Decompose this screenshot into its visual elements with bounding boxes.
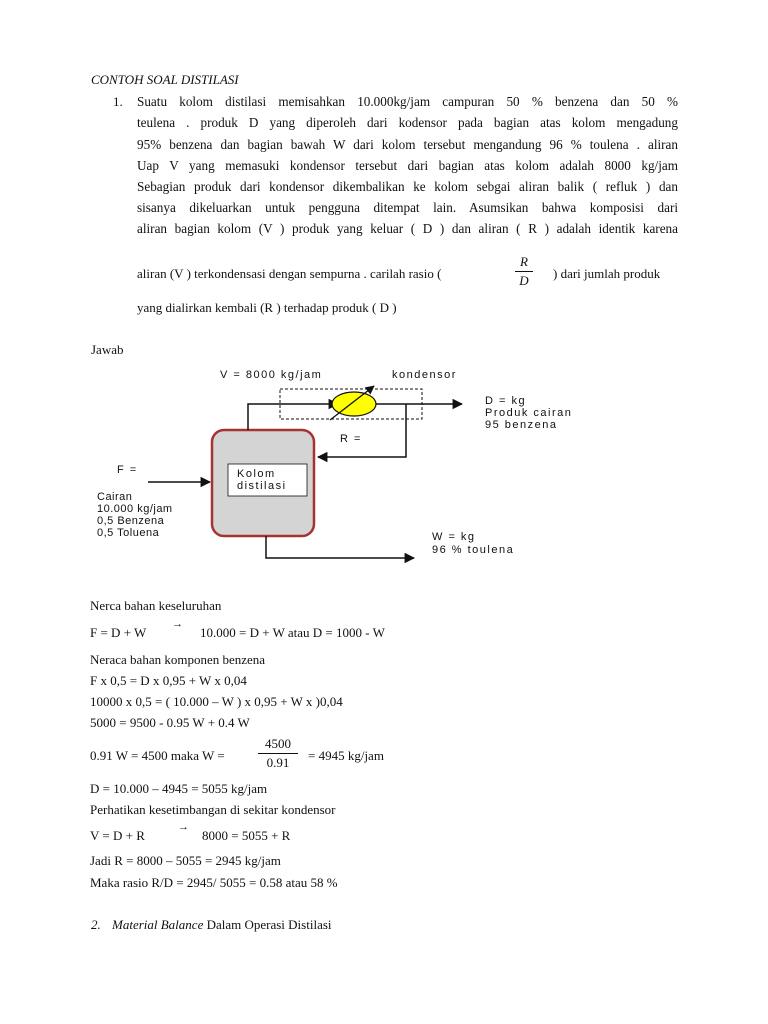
feed-label: F = [117, 464, 138, 476]
distillation-diagram [0, 360, 768, 600]
feed-toluene: 0,5 Toluena [97, 527, 160, 539]
column-label: Kolom [237, 468, 276, 480]
fraction-bar [258, 753, 298, 754]
question-line: 95% benzena dan bagian bawah W dari kolom tersebut mengandung 96 % toulena . aliran [137, 137, 678, 152]
ratio-fraction [515, 254, 533, 289]
equation-line: D = 10.000 – 4945 = 5055 kg/jam [90, 781, 268, 796]
bottoms-line [266, 536, 414, 558]
question-line: Sebagian produk dari kondensor dikembalikan ke kolom sebgai aliran balik ( refluk ) dan [137, 179, 678, 194]
ratio-denominator: D [519, 273, 529, 288]
equation-line: 0.91 W = 4500 maka W = [90, 748, 225, 763]
condenser [332, 392, 376, 416]
ratio-numerator: R [520, 254, 528, 269]
feed-desc: Cairan [97, 491, 133, 503]
equation-line: 5000 = 9500 - 0.95 W + 0.4 W [90, 715, 250, 730]
condenser-balance-result: 8000 = 5055 + R [202, 828, 291, 843]
w-result: = 4945 kg/jam [308, 748, 384, 763]
vapor-flow-label: V = 8000 kg/jam [220, 369, 323, 381]
overall-balance-result: 10.000 = D + W atau D = 1000 - W [200, 625, 385, 640]
implies-arrow-icon: → [172, 618, 183, 630]
question-number: 1. [113, 94, 123, 109]
ratio-result: Maka rasio R/D = 2945/ 5055 = 0.58 atau 58 % [90, 875, 338, 890]
overall-balance-title: Nerca bahan keseluruhan [90, 598, 222, 613]
column-label: distilasi [237, 480, 287, 492]
condenser-label: kondensor [392, 369, 457, 381]
section-number: 2. [91, 917, 101, 932]
question-line: teulena . produk D yang diperoleh dari kodensor pada bagian atas kolom mengadung [137, 115, 678, 130]
section-title [112, 917, 332, 933]
w-denominator: 0.91 [266, 755, 290, 770]
distillate-label: D = kg [485, 395, 527, 407]
answer-label: Jawab [91, 342, 124, 357]
feed-benzene: 0,5 Benzena [97, 515, 165, 527]
question-line: Suatu kolom distilasi memisahkan 10.000kg/jam campuran 50 % benzena dan 50 % [137, 94, 678, 109]
feed-rate: 10.000 kg/jam [97, 503, 173, 515]
vapor-line [248, 404, 338, 430]
overall-balance-eq: F = D + W [90, 625, 147, 640]
page-heading: CONTOH SOAL DISTILASI [91, 72, 239, 87]
reflux-result: Jadi R = 8000 – 5055 = 2945 kg/jam [90, 853, 281, 868]
condenser-balance-eq: V = D + R [90, 828, 145, 843]
question-line: Uap V yang memasuki kondensor tersebut dari bagian atas kolom adalah 8000 kg/jam [137, 158, 678, 173]
question-last-line: yang dialirkan kembali (R ) terhadap produk ( D ) [137, 300, 397, 315]
section-title-rest: Dalam Operasi Distilasi [203, 917, 332, 932]
w-numerator: 4500 [265, 736, 291, 751]
w-fraction [258, 736, 298, 771]
distillate-comp: 95 benzena [485, 419, 558, 431]
equation-line: 10000 x 0,5 = ( 10.000 – W ) x 0,95 + W x )0,04 [90, 694, 343, 709]
fraction-bar [515, 271, 533, 272]
section-title-italic: Material Balance [112, 917, 204, 932]
equation-line: F x 0,5 = D x 0,95 + W x 0,04 [90, 673, 247, 688]
question-line: aliran bagian kolom (V ) produk yang keluar ( D ) dan aliran ( R ) adalah identik karena [137, 221, 678, 236]
component-balance-title: Neraca bahan komponen benzena [90, 652, 266, 667]
bottoms-comp: 96 % toulena [432, 544, 515, 556]
ratio-line-left: aliran (V ) terkondensasi dengan sempurna . carilah rasio ( [137, 266, 442, 281]
condenser-balance-title: Perhatikan kesetimbangan di sekitar kondensor [90, 802, 336, 817]
bottoms-label: W = kg [432, 531, 476, 543]
implies-arrow-icon: → [178, 821, 189, 833]
reflux-label: R = [340, 433, 362, 445]
question-line: sisanya dikeluarkan untuk pengguna ditempat lain. Asumsikan bahwa komposisi dari [137, 200, 678, 215]
distillate-desc: Produk cairan [485, 407, 573, 419]
ratio-line-right: ) dari jumlah produk [553, 266, 661, 281]
